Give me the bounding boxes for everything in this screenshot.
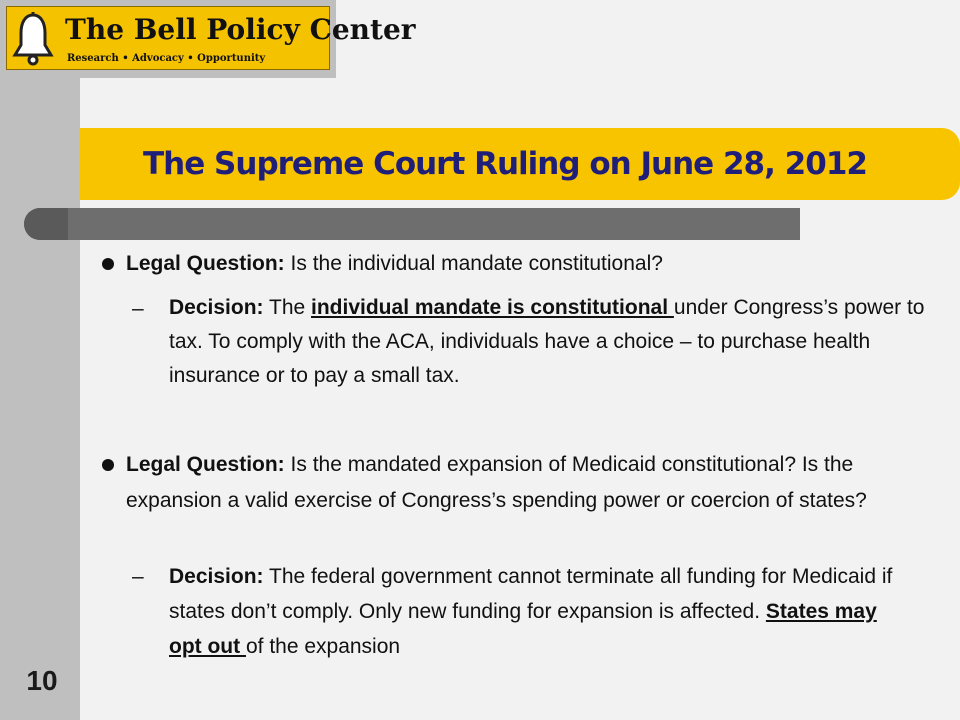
decision-2-pre: The federal government cannot terminate all funding for Medicaid if states don’t comply. Only new funding for expansion is affected. <box>169 565 893 623</box>
logo <box>6 6 416 70</box>
bullet-2-label: Legal Question: <box>126 453 285 476</box>
decision-1-label: Decision: <box>169 296 264 319</box>
decision-1-post: under Congress’s power to tax. To comply with the ACA, individuals have a choice – to purchase health insurance or to pay a small tax. <box>169 296 925 387</box>
decision-1 <box>169 291 944 393</box>
bullet-2 <box>126 447 938 519</box>
slide-title: The Supreme Court Ruling on June 28, 2012 <box>143 146 867 182</box>
decision-1-emphasis: individual mandate is constitutional <box>311 296 674 319</box>
bullet-1-label: Legal Question: <box>126 252 285 275</box>
decision-2 <box>169 559 909 664</box>
bullet-2-text: Is the mandated expansion of Medicaid constitutional? Is the expansion a valid exercise of Congress’s spending power or coercion of states? <box>126 453 867 512</box>
decision-1-pre: The <box>263 296 312 319</box>
bell-icon <box>11 11 55 67</box>
dash-marker: – <box>132 565 144 588</box>
logo-area <box>0 0 416 78</box>
bullet-dot <box>102 459 114 471</box>
bullet-1-text: Is the individual mandate constitutional? <box>284 252 663 275</box>
divider-bar <box>24 208 800 240</box>
divider-bar-cap <box>24 208 68 240</box>
page-number: 10 <box>26 665 58 696</box>
bullet-dot <box>102 258 114 270</box>
decision-2-post: of the expansion <box>245 635 401 658</box>
bullet-1 <box>126 246 926 281</box>
left-sidebar-bar <box>0 0 80 720</box>
decision-2-emphasis: States may opt out <box>169 600 877 658</box>
decision-2-label: Decision: <box>169 565 264 588</box>
logo-tagline: Research • Advocacy • Opportunity <box>67 53 266 64</box>
logo-name: The Bell Policy Center <box>65 13 416 46</box>
dash-marker: – <box>132 297 144 320</box>
